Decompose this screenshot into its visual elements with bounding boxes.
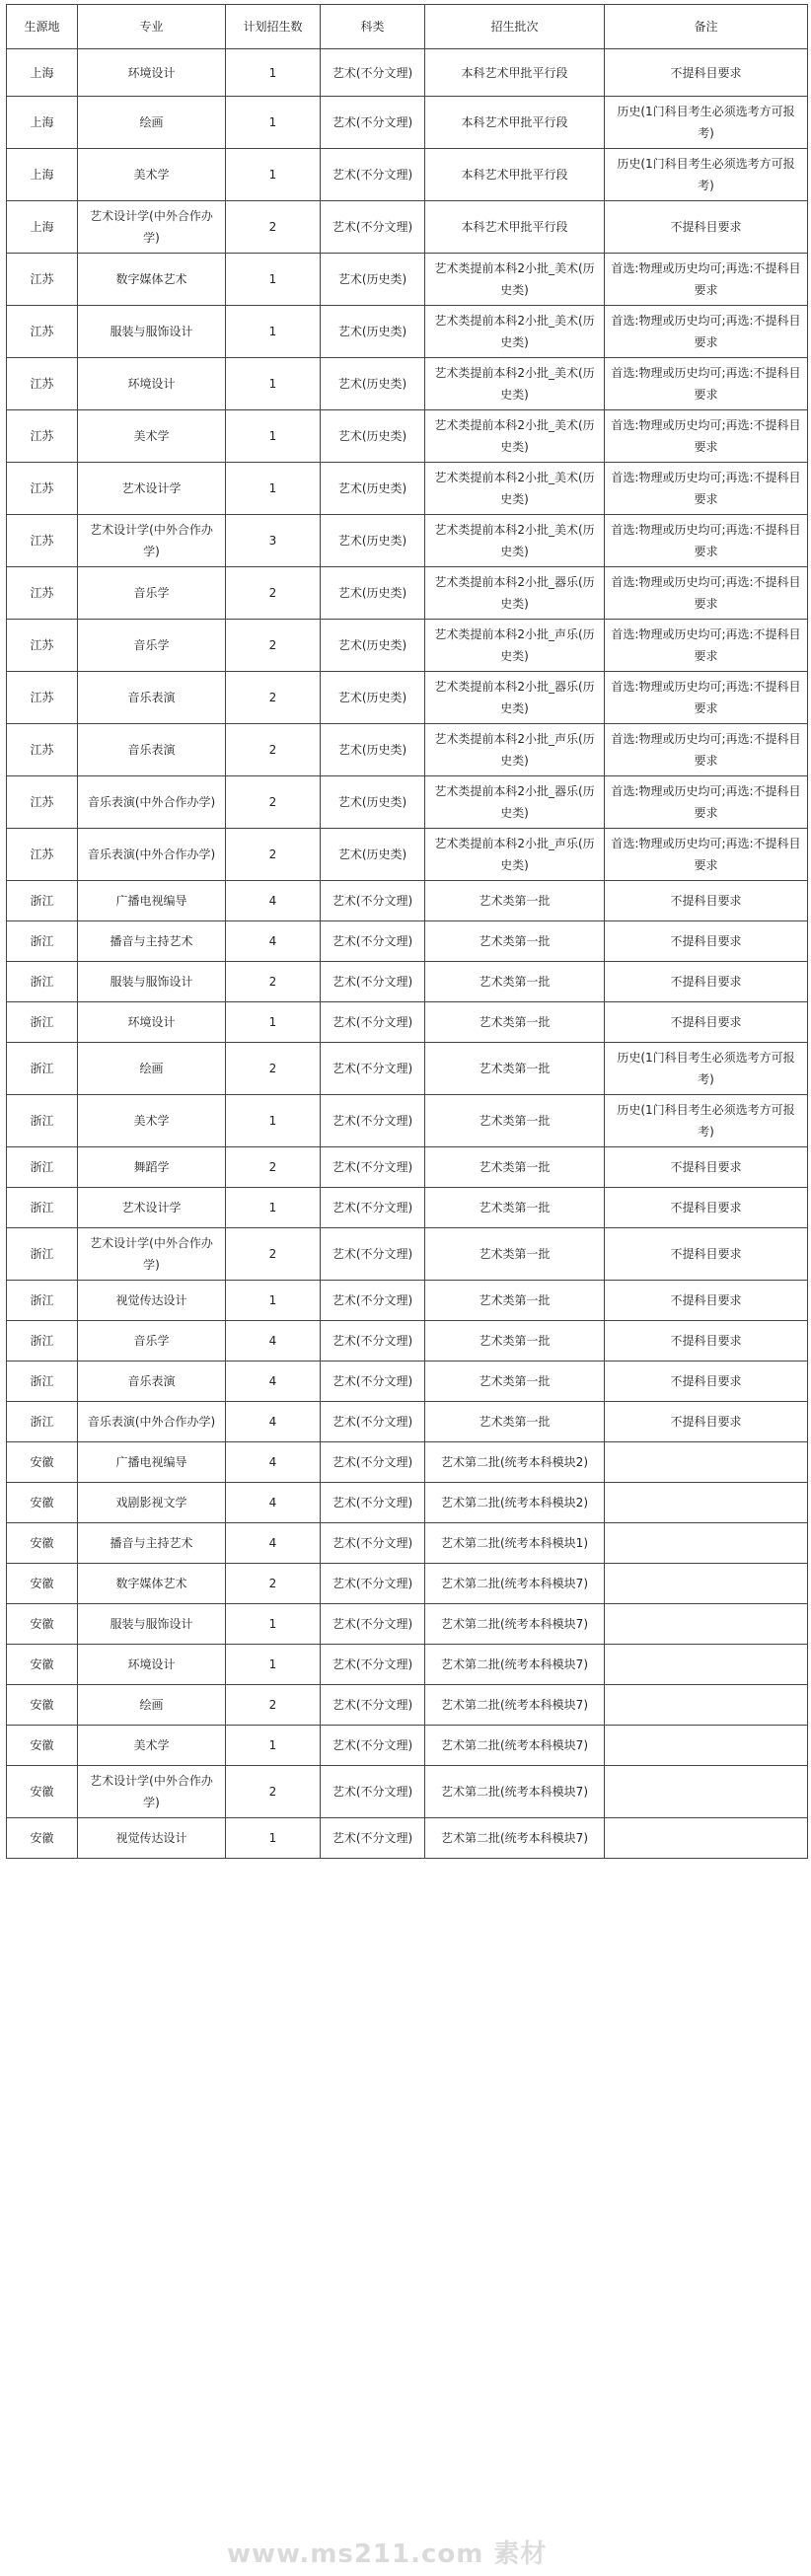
cell-plan-count: 1 xyxy=(226,97,321,149)
cell-origin: 安徽 xyxy=(7,1726,78,1766)
cell-origin: 江苏 xyxy=(7,620,78,672)
cell-origin: 浙江 xyxy=(7,881,78,921)
cell-origin: 江苏 xyxy=(7,254,78,306)
cell-batch: 艺术第二批(统考本科模块1) xyxy=(425,1523,605,1564)
table-row xyxy=(7,306,808,358)
cell-category: 艺术(历史类) xyxy=(321,567,425,620)
cell-category: 艺术(历史类) xyxy=(321,776,425,829)
cell-major: 音乐表演 xyxy=(78,1362,226,1402)
cell-remarks: 不提科目要求 xyxy=(605,881,808,921)
cell-batch: 艺术类第一批 xyxy=(425,962,605,1002)
cell-major: 艺术设计学 xyxy=(78,463,226,515)
cell-major: 艺术设计学(中外合作办学) xyxy=(78,1228,226,1281)
cell-plan-count: 4 xyxy=(226,1362,321,1402)
cell-category: 艺术(不分文理) xyxy=(321,1483,425,1523)
cell-category: 艺术(不分文理) xyxy=(321,1685,425,1726)
cell-remarks xyxy=(605,1483,808,1523)
cell-batch: 艺术第二批(统考本科模块7) xyxy=(425,1604,605,1645)
cell-category: 艺术(不分文理) xyxy=(321,1818,425,1859)
table-row xyxy=(7,829,808,881)
cell-origin: 江苏 xyxy=(7,567,78,620)
cell-batch: 艺术类提前本科2小批_美术(历史类) xyxy=(425,254,605,306)
table-row xyxy=(7,921,808,962)
cell-origin: 上海 xyxy=(7,201,78,254)
cell-category: 艺术(不分文理) xyxy=(321,1147,425,1188)
cell-remarks: 历史(1门科目考生必须选考方可报考) xyxy=(605,149,808,201)
cell-batch: 艺术类提前本科2小批_器乐(历史类) xyxy=(425,776,605,829)
cell-batch: 艺术类第一批 xyxy=(425,1147,605,1188)
cell-remarks xyxy=(605,1564,808,1604)
cell-remarks xyxy=(605,1766,808,1818)
cell-category: 艺术(历史类) xyxy=(321,672,425,724)
table-header-row xyxy=(7,5,808,49)
cell-batch: 艺术类提前本科2小批_美术(历史类) xyxy=(425,358,605,410)
cell-remarks: 不提科目要求 xyxy=(605,1147,808,1188)
table-row xyxy=(7,1483,808,1523)
table-row xyxy=(7,1685,808,1726)
cell-major: 数字媒体艺术 xyxy=(78,1564,226,1604)
cell-plan-count: 1 xyxy=(226,254,321,306)
cell-origin: 浙江 xyxy=(7,962,78,1002)
table-row xyxy=(7,1564,808,1604)
table-row xyxy=(7,567,808,620)
cell-origin: 安徽 xyxy=(7,1685,78,1726)
cell-plan-count: 2 xyxy=(226,567,321,620)
cell-remarks: 不提科目要求 xyxy=(605,1188,808,1228)
table-row xyxy=(7,149,808,201)
cell-batch: 艺术类提前本科2小批_美术(历史类) xyxy=(425,515,605,567)
cell-category: 艺术(历史类) xyxy=(321,724,425,776)
cell-remarks: 首选:物理或历史均可;再选:不提科目要求 xyxy=(605,306,808,358)
cell-category: 艺术(不分文理) xyxy=(321,962,425,1002)
cell-origin: 浙江 xyxy=(7,921,78,962)
cell-remarks xyxy=(605,1685,808,1726)
cell-remarks: 不提科目要求 xyxy=(605,1002,808,1043)
table-row xyxy=(7,201,808,254)
cell-remarks: 首选:物理或历史均可;再选:不提科目要求 xyxy=(605,254,808,306)
table-row xyxy=(7,1645,808,1685)
cell-category: 艺术(不分文理) xyxy=(321,1095,425,1147)
cell-origin: 江苏 xyxy=(7,410,78,463)
cell-plan-count: 2 xyxy=(226,1147,321,1188)
cell-plan-count: 1 xyxy=(226,1281,321,1321)
table-row xyxy=(7,1766,808,1818)
cell-category: 艺术(历史类) xyxy=(321,620,425,672)
cell-major: 艺术设计学 xyxy=(78,1188,226,1228)
cell-major: 舞蹈学 xyxy=(78,1147,226,1188)
header-plan-count: 计划招生数 xyxy=(226,5,321,49)
table-row xyxy=(7,1281,808,1321)
cell-category: 艺术(历史类) xyxy=(321,358,425,410)
cell-batch: 艺术第二批(统考本科模块7) xyxy=(425,1766,605,1818)
cell-category: 艺术(不分文理) xyxy=(321,1402,425,1442)
cell-remarks: 历史(1门科目考生必须选考方可报考) xyxy=(605,1043,808,1095)
cell-major: 音乐表演 xyxy=(78,724,226,776)
cell-batch: 艺术类提前本科2小批_声乐(历史类) xyxy=(425,829,605,881)
cell-origin: 江苏 xyxy=(7,358,78,410)
table-row xyxy=(7,49,808,97)
cell-batch: 艺术类提前本科2小批_美术(历史类) xyxy=(425,306,605,358)
cell-batch: 本科艺术甲批平行段 xyxy=(425,49,605,97)
cell-plan-count: 4 xyxy=(226,1442,321,1483)
cell-origin: 浙江 xyxy=(7,1362,78,1402)
cell-plan-count: 2 xyxy=(226,1043,321,1095)
cell-plan-count: 1 xyxy=(226,1818,321,1859)
table-row xyxy=(7,1188,808,1228)
cell-origin: 浙江 xyxy=(7,1147,78,1188)
cell-major: 绘画 xyxy=(78,1043,226,1095)
cell-remarks: 不提科目要求 xyxy=(605,1402,808,1442)
cell-major: 戏剧影视文学 xyxy=(78,1483,226,1523)
header-batch: 招生批次 xyxy=(425,5,605,49)
cell-batch: 艺术类第一批 xyxy=(425,1188,605,1228)
cell-plan-count: 4 xyxy=(226,1321,321,1362)
cell-batch: 艺术类第一批 xyxy=(425,1043,605,1095)
cell-major: 美术学 xyxy=(78,149,226,201)
table-row xyxy=(7,724,808,776)
table-row xyxy=(7,1726,808,1766)
cell-category: 艺术(历史类) xyxy=(321,306,425,358)
cell-plan-count: 4 xyxy=(226,881,321,921)
table-row xyxy=(7,1002,808,1043)
cell-origin: 浙江 xyxy=(7,1095,78,1147)
cell-batch: 艺术类第一批 xyxy=(425,881,605,921)
cell-category: 艺术(不分文理) xyxy=(321,1043,425,1095)
cell-major: 数字媒体艺术 xyxy=(78,254,226,306)
cell-batch: 艺术类第一批 xyxy=(425,921,605,962)
table-row xyxy=(7,1321,808,1362)
cell-plan-count: 1 xyxy=(226,1726,321,1766)
watermark: www.ms211.com 素材 xyxy=(227,2539,548,2569)
cell-remarks xyxy=(605,1604,808,1645)
cell-category: 艺术(不分文理) xyxy=(321,881,425,921)
cell-origin: 浙江 xyxy=(7,1188,78,1228)
cell-major: 视觉传达设计 xyxy=(78,1281,226,1321)
cell-major: 音乐学 xyxy=(78,620,226,672)
cell-category: 艺术(不分文理) xyxy=(321,1321,425,1362)
cell-remarks: 历史(1门科目考生必须选考方可报考) xyxy=(605,97,808,149)
header-category: 科类 xyxy=(321,5,425,49)
table-row xyxy=(7,1442,808,1483)
cell-remarks: 不提科目要求 xyxy=(605,1228,808,1281)
cell-batch: 艺术第二批(统考本科模块2) xyxy=(425,1483,605,1523)
cell-category: 艺术(不分文理) xyxy=(321,1281,425,1321)
cell-major: 服装与服饰设计 xyxy=(78,306,226,358)
cell-plan-count: 2 xyxy=(226,1685,321,1726)
cell-major: 美术学 xyxy=(78,1726,226,1766)
cell-batch: 艺术类提前本科2小批_声乐(历史类) xyxy=(425,620,605,672)
cell-category: 艺术(不分文理) xyxy=(321,1523,425,1564)
table-row xyxy=(7,962,808,1002)
cell-category: 艺术(不分文理) xyxy=(321,1228,425,1281)
cell-category: 艺术(不分文理) xyxy=(321,1002,425,1043)
cell-remarks: 首选:物理或历史均可;再选:不提科目要求 xyxy=(605,358,808,410)
cell-plan-count: 4 xyxy=(226,1483,321,1523)
cell-origin: 安徽 xyxy=(7,1523,78,1564)
cell-remarks: 不提科目要求 xyxy=(605,921,808,962)
cell-major: 艺术设计学(中外合作办学) xyxy=(78,515,226,567)
cell-major: 美术学 xyxy=(78,410,226,463)
cell-major: 音乐表演 xyxy=(78,672,226,724)
cell-category: 艺术(历史类) xyxy=(321,515,425,567)
cell-remarks xyxy=(605,1442,808,1483)
cell-origin: 江苏 xyxy=(7,306,78,358)
table-row xyxy=(7,1523,808,1564)
cell-major: 服装与服饰设计 xyxy=(78,1604,226,1645)
cell-plan-count: 2 xyxy=(226,1766,321,1818)
cell-origin: 安徽 xyxy=(7,1442,78,1483)
cell-batch: 艺术类第一批 xyxy=(425,1321,605,1362)
cell-category: 艺术(历史类) xyxy=(321,254,425,306)
table-row xyxy=(7,776,808,829)
cell-remarks: 首选:物理或历史均可;再选:不提科目要求 xyxy=(605,724,808,776)
cell-plan-count: 2 xyxy=(226,829,321,881)
cell-plan-count: 1 xyxy=(226,149,321,201)
table-row xyxy=(7,1228,808,1281)
cell-major: 音乐学 xyxy=(78,1321,226,1362)
cell-category: 艺术(不分文理) xyxy=(321,97,425,149)
cell-remarks: 首选:物理或历史均可;再选:不提科目要求 xyxy=(605,410,808,463)
cell-category: 艺术(历史类) xyxy=(321,463,425,515)
cell-plan-count: 1 xyxy=(226,1188,321,1228)
cell-major: 音乐表演(中外合作办学) xyxy=(78,1402,226,1442)
table-row xyxy=(7,1604,808,1645)
admissions-plan-table xyxy=(6,4,808,1859)
cell-origin: 安徽 xyxy=(7,1766,78,1818)
cell-plan-count: 1 xyxy=(226,49,321,97)
cell-category: 艺术(不分文理) xyxy=(321,1766,425,1818)
cell-major: 绘画 xyxy=(78,1685,226,1726)
header-major: 专业 xyxy=(78,5,226,49)
cell-batch: 艺术第二批(统考本科模块7) xyxy=(425,1726,605,1766)
cell-plan-count: 3 xyxy=(226,515,321,567)
cell-major: 播音与主持艺术 xyxy=(78,1523,226,1564)
cell-remarks: 不提科目要求 xyxy=(605,1281,808,1321)
cell-batch: 艺术类第一批 xyxy=(425,1362,605,1402)
cell-batch: 本科艺术甲批平行段 xyxy=(425,201,605,254)
cell-category: 艺术(不分文理) xyxy=(321,1726,425,1766)
cell-origin: 浙江 xyxy=(7,1321,78,1362)
cell-category: 艺术(不分文理) xyxy=(321,921,425,962)
cell-plan-count: 2 xyxy=(226,776,321,829)
cell-major: 广播电视编导 xyxy=(78,881,226,921)
cell-major: 环境设计 xyxy=(78,1645,226,1685)
cell-category: 艺术(不分文理) xyxy=(321,1564,425,1604)
cell-plan-count: 1 xyxy=(226,1645,321,1685)
cell-plan-count: 4 xyxy=(226,921,321,962)
cell-category: 艺术(不分文理) xyxy=(321,201,425,254)
cell-category: 艺术(不分文理) xyxy=(321,1362,425,1402)
table-row xyxy=(7,515,808,567)
header-remarks: 备注 xyxy=(605,5,808,49)
cell-category: 艺术(不分文理) xyxy=(321,1604,425,1645)
cell-batch: 艺术类提前本科2小批_美术(历史类) xyxy=(425,410,605,463)
cell-category: 艺术(不分文理) xyxy=(321,49,425,97)
table-body xyxy=(7,49,808,1859)
table-row xyxy=(7,881,808,921)
cell-origin: 安徽 xyxy=(7,1483,78,1523)
cell-batch: 艺术第二批(统考本科模块2) xyxy=(425,1442,605,1483)
cell-origin: 浙江 xyxy=(7,1228,78,1281)
cell-remarks xyxy=(605,1645,808,1685)
table-row xyxy=(7,1402,808,1442)
cell-remarks: 首选:物理或历史均可;再选:不提科目要求 xyxy=(605,829,808,881)
cell-origin: 上海 xyxy=(7,149,78,201)
cell-batch: 艺术第二批(统考本科模块7) xyxy=(425,1645,605,1685)
cell-batch: 艺术类第一批 xyxy=(425,1402,605,1442)
cell-plan-count: 1 xyxy=(226,1604,321,1645)
cell-major: 美术学 xyxy=(78,1095,226,1147)
cell-origin: 安徽 xyxy=(7,1604,78,1645)
cell-major: 艺术设计学(中外合作办学) xyxy=(78,201,226,254)
cell-origin: 安徽 xyxy=(7,1818,78,1859)
header-origin: 生源地 xyxy=(7,5,78,49)
cell-plan-count: 2 xyxy=(226,724,321,776)
cell-remarks xyxy=(605,1523,808,1564)
cell-plan-count: 1 xyxy=(226,410,321,463)
cell-major: 播音与主持艺术 xyxy=(78,921,226,962)
cell-origin: 上海 xyxy=(7,49,78,97)
cell-category: 艺术(历史类) xyxy=(321,829,425,881)
cell-origin: 浙江 xyxy=(7,1281,78,1321)
cell-remarks: 不提科目要求 xyxy=(605,49,808,97)
cell-plan-count: 1 xyxy=(226,1002,321,1043)
cell-category: 艺术(不分文理) xyxy=(321,1645,425,1685)
cell-plan-count: 1 xyxy=(226,306,321,358)
cell-remarks: 首选:物理或历史均可;再选:不提科目要求 xyxy=(605,515,808,567)
table-row xyxy=(7,97,808,149)
table-row xyxy=(7,1362,808,1402)
cell-origin: 浙江 xyxy=(7,1043,78,1095)
cell-batch: 艺术类第一批 xyxy=(425,1002,605,1043)
cell-batch: 本科艺术甲批平行段 xyxy=(425,97,605,149)
table-row xyxy=(7,410,808,463)
cell-origin: 江苏 xyxy=(7,829,78,881)
cell-plan-count: 2 xyxy=(226,1564,321,1604)
cell-plan-count: 2 xyxy=(226,962,321,1002)
cell-remarks: 首选:物理或历史均可;再选:不提科目要求 xyxy=(605,567,808,620)
table-row xyxy=(7,254,808,306)
cell-batch: 艺术类提前本科2小批_声乐(历史类) xyxy=(425,724,605,776)
cell-batch: 艺术类提前本科2小批_器乐(历史类) xyxy=(425,567,605,620)
table-row xyxy=(7,672,808,724)
cell-plan-count: 2 xyxy=(226,672,321,724)
cell-remarks: 不提科目要求 xyxy=(605,201,808,254)
cell-batch: 艺术类第一批 xyxy=(425,1228,605,1281)
cell-plan-count: 2 xyxy=(226,201,321,254)
cell-origin: 安徽 xyxy=(7,1645,78,1685)
cell-batch: 艺术第二批(统考本科模块7) xyxy=(425,1685,605,1726)
cell-batch: 艺术第二批(统考本科模块7) xyxy=(425,1564,605,1604)
table-row xyxy=(7,1043,808,1095)
cell-major: 服装与服饰设计 xyxy=(78,962,226,1002)
cell-batch: 艺术类提前本科2小批_器乐(历史类) xyxy=(425,672,605,724)
cell-batch: 艺术类第一批 xyxy=(425,1095,605,1147)
cell-major: 绘画 xyxy=(78,97,226,149)
cell-plan-count: 1 xyxy=(226,463,321,515)
table-row xyxy=(7,1147,808,1188)
cell-major: 视觉传达设计 xyxy=(78,1818,226,1859)
cell-batch: 艺术类第一批 xyxy=(425,1281,605,1321)
cell-remarks: 首选:物理或历史均可;再选:不提科目要求 xyxy=(605,672,808,724)
cell-remarks: 不提科目要求 xyxy=(605,1362,808,1402)
table-row xyxy=(7,620,808,672)
cell-major: 环境设计 xyxy=(78,1002,226,1043)
cell-batch: 艺术类提前本科2小批_美术(历史类) xyxy=(425,463,605,515)
cell-remarks: 首选:物理或历史均可;再选:不提科目要求 xyxy=(605,620,808,672)
table-row xyxy=(7,1818,808,1859)
cell-origin: 浙江 xyxy=(7,1002,78,1043)
cell-origin: 安徽 xyxy=(7,1564,78,1604)
cell-plan-count: 1 xyxy=(226,1095,321,1147)
cell-major: 音乐学 xyxy=(78,567,226,620)
cell-major: 广播电视编导 xyxy=(78,1442,226,1483)
cell-plan-count: 1 xyxy=(226,358,321,410)
cell-remarks xyxy=(605,1726,808,1766)
cell-origin: 浙江 xyxy=(7,1402,78,1442)
cell-origin: 江苏 xyxy=(7,672,78,724)
cell-origin: 江苏 xyxy=(7,724,78,776)
cell-major: 环境设计 xyxy=(78,49,226,97)
cell-batch: 艺术第二批(统考本科模块7) xyxy=(425,1818,605,1859)
table-row xyxy=(7,463,808,515)
cell-plan-count: 2 xyxy=(226,1228,321,1281)
cell-major: 音乐表演(中外合作办学) xyxy=(78,829,226,881)
cell-remarks: 首选:物理或历史均可;再选:不提科目要求 xyxy=(605,776,808,829)
cell-plan-count: 2 xyxy=(226,620,321,672)
cell-major: 音乐表演(中外合作办学) xyxy=(78,776,226,829)
cell-origin: 江苏 xyxy=(7,515,78,567)
table-row xyxy=(7,1095,808,1147)
cell-category: 艺术(不分文理) xyxy=(321,1188,425,1228)
table-row xyxy=(7,358,808,410)
cell-category: 艺术(不分文理) xyxy=(321,1442,425,1483)
cell-remarks: 不提科目要求 xyxy=(605,1321,808,1362)
cell-plan-count: 4 xyxy=(226,1523,321,1564)
cell-category: 艺术(历史类) xyxy=(321,410,425,463)
cell-origin: 上海 xyxy=(7,97,78,149)
cell-major: 环境设计 xyxy=(78,358,226,410)
cell-origin: 江苏 xyxy=(7,776,78,829)
cell-origin: 江苏 xyxy=(7,463,78,515)
cell-major: 艺术设计学(中外合作办学) xyxy=(78,1766,226,1818)
cell-remarks: 首选:物理或历史均可;再选:不提科目要求 xyxy=(605,463,808,515)
cell-remarks: 不提科目要求 xyxy=(605,962,808,1002)
cell-remarks xyxy=(605,1818,808,1859)
cell-batch: 本科艺术甲批平行段 xyxy=(425,149,605,201)
cell-category: 艺术(不分文理) xyxy=(321,149,425,201)
cell-remarks: 历史(1门科目考生必须选考方可报考) xyxy=(605,1095,808,1147)
cell-plan-count: 4 xyxy=(226,1402,321,1442)
